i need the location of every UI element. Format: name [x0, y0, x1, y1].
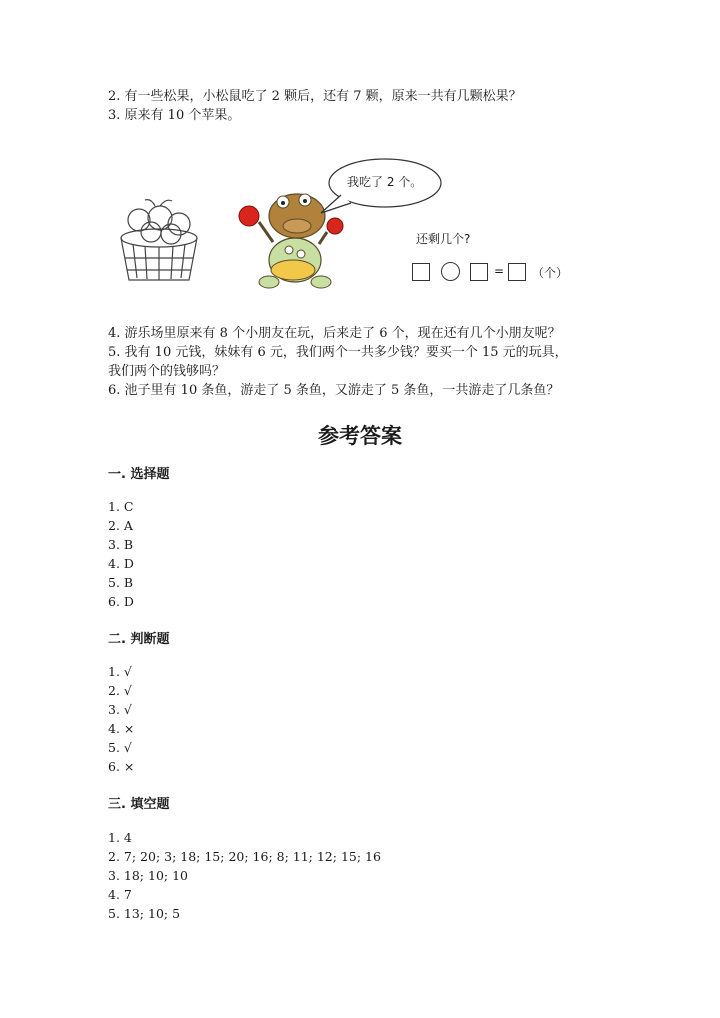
question-6: 6. 池子里有 10 条鱼，游走了 5 条鱼，又游走了 5 条鱼，一共游走了几条鱼？ — [108, 383, 560, 398]
section-title-fill-blank: 三. 填空题 — [108, 797, 170, 812]
answer-item: 1. √ — [108, 664, 132, 679]
equals-sign: = — [494, 264, 505, 278]
answer-item: 2. √ — [108, 683, 132, 698]
answer-item: 4. D — [108, 556, 134, 571]
answer-box-1 — [412, 263, 430, 281]
answer-item: 5. 13; 10; 5 — [108, 906, 181, 921]
question-2: 2. 有一些松果，小松鼠吃了 2 颗后，还有 7 颗，原来一共有几颗松果？ — [108, 89, 522, 104]
answer-item: 3. 18; 10; 10 — [108, 868, 188, 883]
answer-item: 1. 4 — [108, 830, 132, 845]
answer-item: 6. D — [108, 594, 134, 609]
answer-item: 5. √ — [108, 740, 132, 755]
answer-item: 2. 7; 20; 3; 18; 15; 20; 16; 8; 11; 12; 15; 16 — [108, 849, 381, 864]
section-title-choice: 一. 选择题 — [108, 467, 170, 482]
answer-item: 2. A — [108, 518, 133, 533]
answer-key-title: 参考答案 — [318, 424, 402, 448]
answer-box-3 — [508, 263, 526, 281]
question-4: 4. 游乐场里原来有 8 个小朋友在玩，后来走了 6 个，现在还有几个小朋友呢？ — [108, 326, 561, 341]
operator-circle — [441, 262, 460, 281]
answer-item: 5. B — [108, 575, 134, 590]
section-title-judgement: 二. 判断题 — [108, 632, 170, 647]
question-5-line-1: 5. 我有 10 元钱，妹妹有 6 元，我们两个一共多少钱？要买一个 15 元的玩具， — [108, 345, 568, 360]
apple-basket-icon — [105, 188, 205, 288]
answer-item: 1. C — [108, 499, 134, 514]
remaining-question: 还剩几个? — [416, 232, 471, 246]
answer-item: 4. 7 — [108, 887, 132, 902]
answer-box-2 — [470, 263, 488, 281]
speech-text: 我吃了 2 个。 — [347, 175, 423, 189]
question-3: 3. 原来有 10 个苹果。 — [108, 108, 241, 123]
answer-item: 6. × — [108, 759, 135, 774]
apple-illustration — [100, 150, 600, 300]
answer-item: 3. √ — [108, 702, 132, 717]
answer-item: 4. × — [108, 721, 135, 736]
answer-item: 3. B — [108, 537, 134, 552]
unit-label: （个） — [532, 266, 569, 280]
question-5-line-2: 我们两个的钱够吗？ — [108, 364, 226, 379]
